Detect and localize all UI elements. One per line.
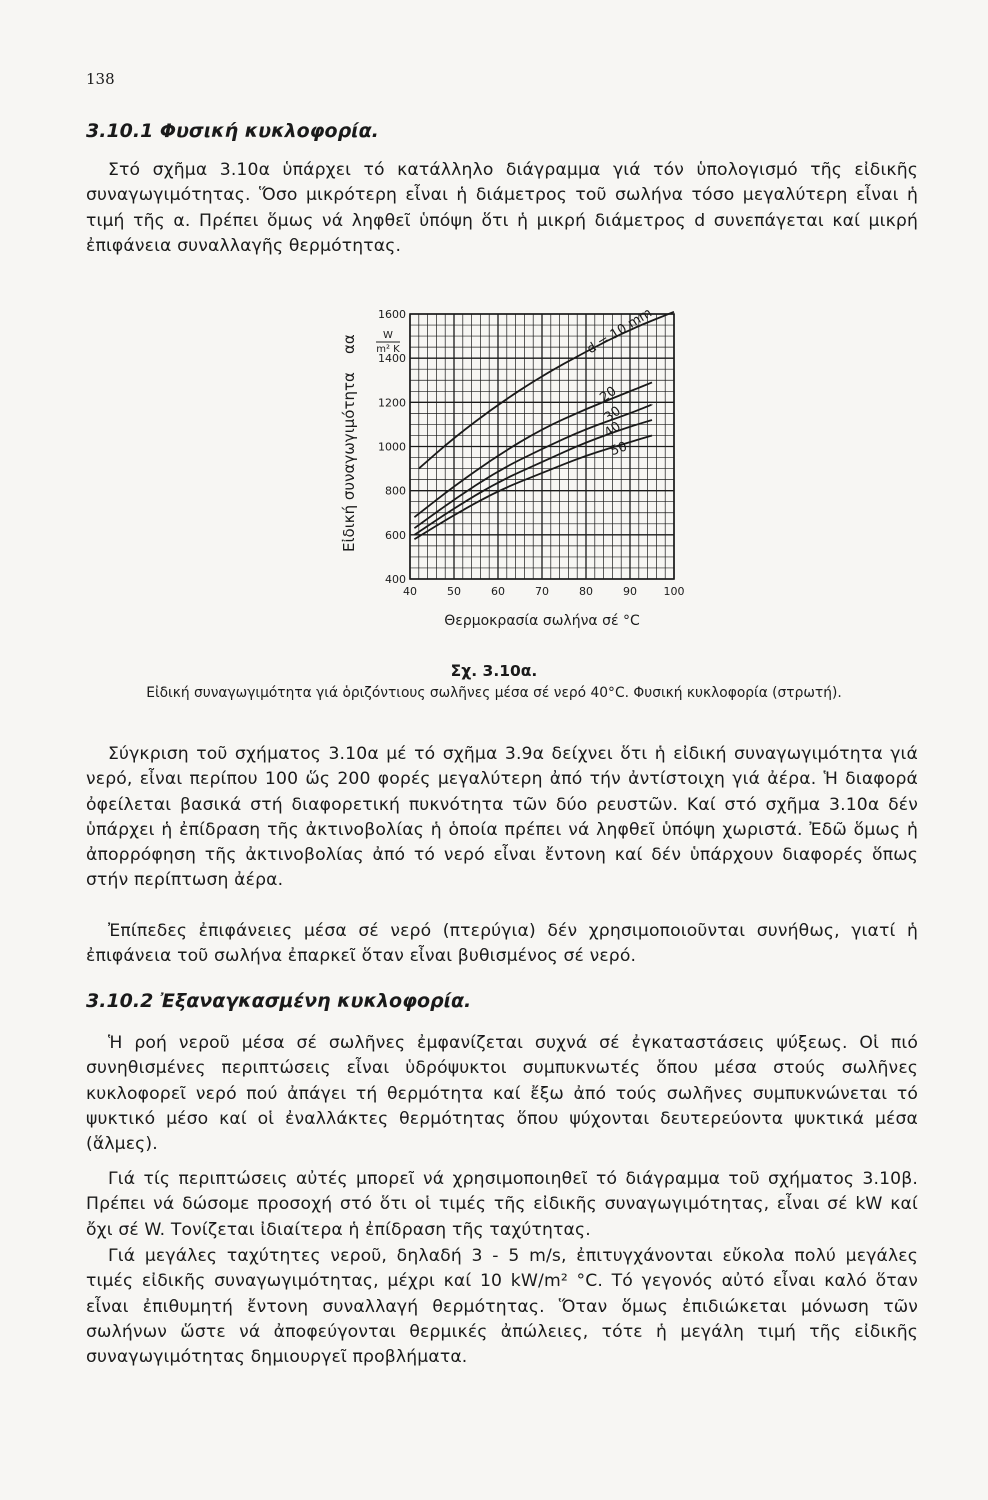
series-label: d = 10 mm [584, 305, 655, 358]
y-unit-denominator: m² K [376, 344, 400, 355]
chart-curves [414, 312, 674, 539]
paragraph-diagram-usage: Γιά τίς περιπτώσεις αὐτές μπορεῖ νά χρησιμοποιηθεῖ τό διάγραμμα τοῦ σχήματος 3.10β. Πρέπει νά δώσομε προσοχή στό ὅτι οἱ τιμές τῆς εἰδικῆς συναγωγιμότητας, εἶναι σέ kW καί ὄχι σέ W. Τονίζεται ἰδιαίτερα ἡ ἐπίδραση τῆς ταχύτητας. [86, 1169, 918, 1240]
x-tick-label: 80 [579, 585, 593, 598]
series-line-d10 [419, 312, 674, 469]
x-tick-label: 60 [491, 585, 505, 598]
x-tick-label: 90 [623, 585, 637, 598]
paragraph-intro: Στό σχῆμα 3.10α ὑπάρχει τό κατάλληλο διάγραμμα γιά τόν ὑπολογισμό τῆς εἰδικῆς συναγωγιμότητας. Ὅσο μικρότερη εἶναι ἡ διάμετρος τοῦ σωλήνα τόσο μεγαλύτερη εἶναι ἡ τιμή τῆς α. Πρέπει ὅμως νά ληφθεῖ ὑπόψη ὅτι ἡ μικρή διάμετρος d συνεπάγεται καί μικρή ἐπιφάνεια συναλλαγῆς θερμότητας. [86, 160, 918, 256]
paragraph-water-flow: Ἡ ροή νεροῦ μέσα σέ σωλῆνες ἐμφανίζεται συχνά σέ ἐγκαταστάσεις ψύξεως. Οἱ πιό συνηθισμένες περιπτώσεις εἶναι ὑδρόψυκτοι συμπυκνωτές ὅπου μέσα στούς σωλῆνες κυκλοφορεῖ νερό πού ἀπάγει τή θερμότητα καί ἔξω ἀπό τούς σωλῆνες συμπυκνώνεται τό ψυκτικό μέσο καί οἱ ἐναλλάκτες θερμότητας ὅπου ψύχονται δευτερεύοντα ψυκτικά μέσα (ἅλμες). [86, 1033, 918, 1155]
figure-label: Σχ. 3.10α. [450, 662, 538, 680]
x-axis-title: Θερμοκρασία σωλήνα σέ °C [444, 613, 640, 629]
paragraph-high-velocity: Γιά μεγάλες ταχύτητες νεροῦ, δηλαδή 3 - 5 m/s, ἐπιτυγχάνονται εὔκολα πολύ μεγάλες τιμές εἰδικῆς συναγωγιμότητας, μέχρι καί 10 kW/m² °C. Τό γεγονός αὐτό εἶναι καλό ὅταν εἶναι ἐπιθυμητή ἔντονη συναλλαγή θερμότητας. Ὅταν ὅμως ἐπιδιώκεται μόνωση τῶν σωλήνων ὥστε νά ἀποφεύγονται θερμικές ἀπώλειες, τότε ἡ μεγάλη τιμή τῆς εἰδικῆς συναγωγιμότητας δημιουργεῖ προβλήματα. [86, 1246, 918, 1368]
series-label: 20 [597, 383, 620, 406]
paragraph-comparison: Σύγκριση τοῦ σχήματος 3.10α μέ τό σχῆμα 3.9α δείχνει ὅτι ἡ εἰδική συναγωγιμότητα γιά νερό, εἶναι περίπου 100 ὥς 200 φορές μεγαλύτερη ἀπό τήν ἀντίστοιχη γιά ἀέρα. Ἡ διαφορά ὀφείλεται βασικά στή διαφορετική πυκνότητα τῶν δύο ρευστῶν. Καί στό σχῆμα 3.10α δέν ὑπάρχει ἡ ἐπίδραση τῆς ἀκτινοβολίας ἡ ὁποία πρέπει νά ληφθεῖ ὑπόψη χωριστά. Ἐδῶ ὅμως ἡ ἀπορρόφηση τῆς ἀκτινοβολίας ἀπό τό νερό εἶναι ἔντονη καί δέν ὑπάρχουν διαφορές ὅπως στήν περίπτωση ἀέρα. [86, 744, 918, 891]
y-tick-label: 800 [385, 484, 406, 498]
x-tick-label: 50 [447, 585, 461, 598]
y-axis-symbol: αα [340, 334, 358, 354]
x-tick-label: 70 [535, 585, 549, 598]
y-tick-label: 1000 [378, 440, 406, 454]
page-number: 138 [86, 70, 115, 88]
x-tick-label: 100 [663, 585, 685, 598]
y-tick-label: 1600 [378, 308, 406, 321]
paragraph-flat-surfaces: Ἐπίπεδες ἐπιφάνειες μέσα σέ νερό (πτερύγια) δέν χρησιμοποιοῦνται συνήθως, γιατί ἡ ἐπιφάνεια τοῦ σωλήνα ἐπαρκεῖ ὅταν εἶναι βυθισμένος σέ νερό. [86, 921, 918, 967]
series-label: 50 [608, 439, 630, 460]
y-unit-numerator: W [383, 330, 393, 341]
chart-labels [340, 306, 685, 629]
y-tick-label: 1400 [378, 352, 406, 366]
series-label: 40 [601, 419, 624, 441]
y-tick-label: 1200 [378, 396, 406, 410]
convection-chart [330, 292, 690, 632]
chart-grid [410, 314, 674, 579]
section-heading-forced-circulation: 3.10.2 Ἐξαναγκασμένη κυκλοφορία. [86, 990, 472, 1012]
section-heading-natural-circulation: 3.10.1 Φυσική κυκλοφορία. [86, 120, 379, 142]
y-tick-label: 400 [385, 573, 406, 586]
y-axis-title: Εἰδική συναγωγιμότητα [340, 372, 358, 552]
series-label: 30 [601, 403, 624, 426]
x-tick-label: 40 [403, 585, 417, 598]
y-tick-label: 600 [385, 528, 406, 542]
figure-caption: Εἰδική συναγωγιμότητα γιά ὁριζόντιους σωλῆνες μέσα σέ νερό 40°C. Φυσική κυκλοφορία (στρωτή). [146, 685, 842, 701]
